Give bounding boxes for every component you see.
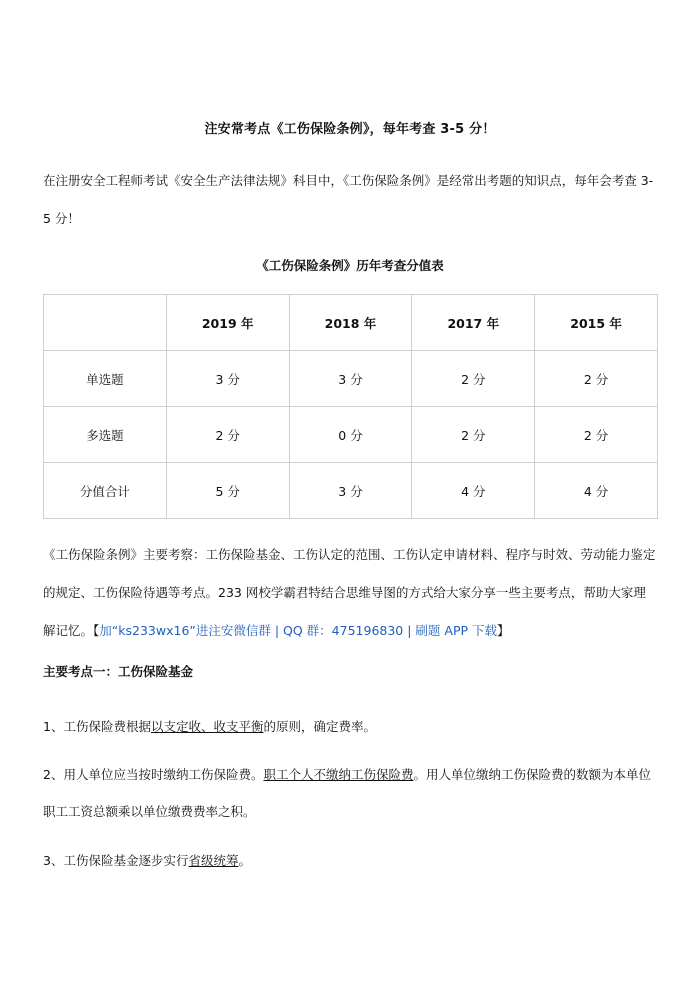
table-row — [44, 407, 658, 463]
table-cell: 2 分 — [412, 407, 535, 463]
table-cell: 0 分 — [289, 407, 412, 463]
item-text: 。用人单位缴纳工伤保险费的数额为本单位职工工资总额乘以单位缴费费率之积。 — [43, 767, 651, 819]
section-heading: 主要考点一：工伤保险基金 — [43, 664, 194, 679]
table-header-cell: 2017 年 — [412, 295, 535, 351]
table-header-row — [44, 295, 658, 351]
list-item — [43, 756, 658, 830]
item-text: 。 — [238, 853, 251, 868]
table-cell: 2 分 — [535, 407, 658, 463]
row-label: 分值合计 — [44, 463, 167, 519]
item-underlined-text: 职工个人不缴纳工伤保险费 — [263, 767, 414, 782]
table-cell: 2 分 — [166, 407, 289, 463]
item-underlined-text: 省级统筹 — [188, 853, 239, 868]
intro-paragraph: 在注册安全工程师考试《安全生产法律法规》科目中，《工伤保险条例》是经常出考题的知识点，每年会考查 3-5 分！ — [43, 173, 654, 226]
list-item — [43, 842, 658, 879]
table-cell: 3 分 — [166, 351, 289, 407]
promo-link[interactable]: 加“ks233wx16”进注安微信群 | QQ 群：475196830 | 刷题 APP 下载 — [99, 623, 497, 638]
table-row — [44, 463, 658, 519]
table-cell: 4 分 — [535, 463, 658, 519]
promo-bracket-open: 【 — [93, 623, 100, 638]
item-text: 1、工伤保险费根据 — [43, 719, 151, 734]
score-table — [43, 294, 658, 519]
table-cell: 2 分 — [412, 351, 535, 407]
item-text: 2、用人单位应当按时缴纳工伤保险费。 — [43, 767, 264, 782]
table-header-cell: 2015 年 — [535, 295, 658, 351]
table-header-cell: 2019 年 — [166, 295, 289, 351]
item-text: 的原则，确定费率。 — [263, 719, 376, 734]
table-cell: 3 分 — [289, 463, 412, 519]
table-cell: 5 分 — [166, 463, 289, 519]
table-header-cell: 2018 年 — [289, 295, 412, 351]
table-row — [44, 351, 658, 407]
exam-points-paragraph — [43, 536, 658, 650]
list-item — [43, 708, 658, 745]
exam-points-text: 《工伤保险条例》主要考察：工伤保险基金、工伤认定的范围、工伤认定申请材料、程序与时效、劳动能力鉴定的规定、工伤保险待遇等考点。233 网校学霸君特结合思维导图的方式给大家分享一些主要考点，帮助大家理解记忆。 — [43, 547, 656, 638]
item-text: 3、工伤保险基金逐步实行 — [43, 853, 189, 868]
row-label: 多选题 — [44, 407, 167, 463]
page-title: 注安常考点《工伤保险条例》，每年考查 3-5 分！ — [204, 122, 496, 137]
table-cell: 4 分 — [412, 463, 535, 519]
table-cell: 2 分 — [535, 351, 658, 407]
row-label: 单选题 — [44, 351, 167, 407]
promo-bracket-close: 】 — [497, 623, 510, 638]
table-cell: 3 分 — [289, 351, 412, 407]
item-underlined-text: 以支定收、收支平衡 — [150, 719, 264, 734]
table-header-cell — [44, 295, 167, 351]
table-title: 《工伤保险条例》历年考查分值表 — [256, 258, 444, 273]
